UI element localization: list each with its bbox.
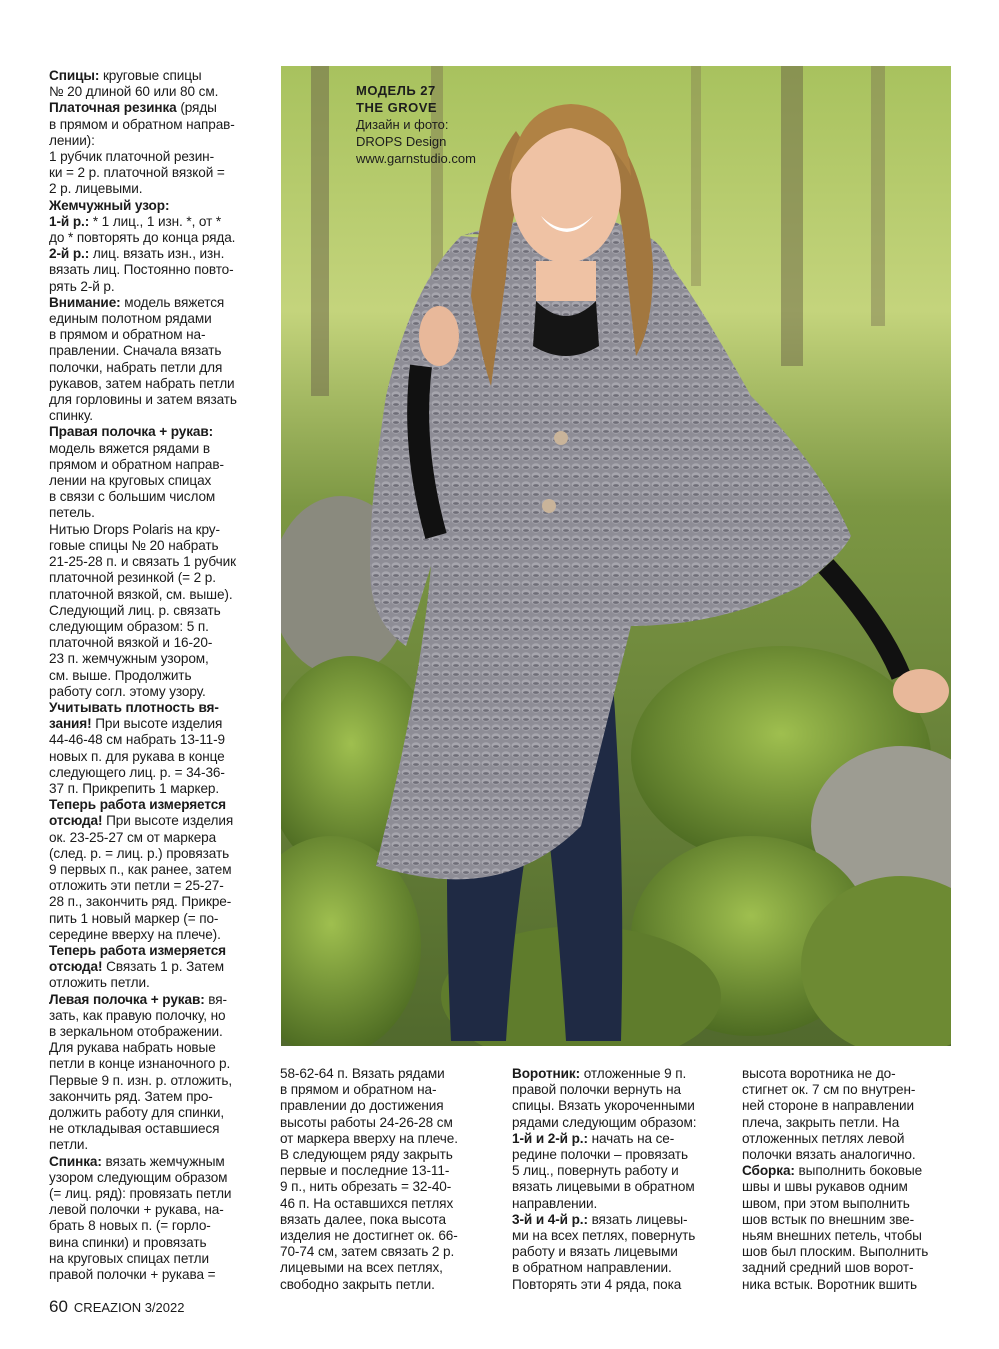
paragraph-text: лиц. вязать изн., изн. вязать лиц. Постоянно повто- рять 2-й р.	[49, 246, 234, 294]
paragraph-text: (ряды в прямом и обратном направ- лении): 1 рубчик платочной резин- ки = 2 р. платочной вязкой = 2 р. лицевыми.	[49, 100, 235, 197]
instructions-bottom-column-1	[280, 1066, 492, 1293]
page-footer	[49, 1297, 184, 1317]
heading-term: Теперь работа измеряется отсюда!	[49, 797, 227, 829]
paragraph-text: вя- зать, как правую полочку, но в зеркальном отображении. Для рукава набрать новые петли в конце изнаночного р. Первые 9 п. изн. р. отложить, закончить ряд. Затем про- должить работу для спинки, не откладывая оставшиеся петли.	[49, 991, 233, 1153]
heading-term: Внимание:	[49, 294, 121, 310]
heading-term: Воротник:	[512, 1066, 581, 1081]
heading-term: Жемчужный узор:	[49, 197, 170, 213]
photo-caption	[356, 82, 476, 167]
heading-term: 1-й и 2-й р.:	[512, 1130, 588, 1146]
paragraph-text: вязать жемчужным узором следующим образом (= лиц. ряд): провязать петли левой полочки + рукава, на- брать 8 новых п. (= горло- вина спинки) и провязать на круговых спицах петли правой полочки + рукава =	[49, 1153, 232, 1283]
paragraph-text: модель вяжется единым полотном рядами в прямом и обратном на- правлении. Сначала вязать полочки, набрать петли для рукавов, затем набрать петли для горловины и затем вязать спинку.	[49, 294, 237, 424]
paragraph-text: отложенные 9 п. правой полочки вернуть на спицы. Вязать укороченными рядами следующим образом:	[512, 1066, 697, 1130]
heading-term: Правая полочка + рукав:	[49, 424, 214, 440]
heading-term: Спинка:	[49, 1153, 102, 1169]
paragraph-text: вязать лицевы- ми на всех петлях, повернуть работу и вязать лицевыми в обратном направлении. Повторять эти 4 ряда, пока	[512, 1211, 696, 1292]
heading-term: Теперь работа измеряется отсюда!	[49, 942, 227, 975]
design-credit: Дизайн и фото: DROPS Design www.garnstudio.com	[356, 117, 476, 166]
paragraph-text: 58-62-64 п. Вязать рядами в прямом и обратном на- правлении до достижения высоты работы 24-26-28 см от маркера вверху на плече. В следующем ряду закрыть первые и последние 13-11- 9 п., нить обрезать = 32-40- 46 п. На оставшихся петлях вязать далее, пока высота изделия не достигнет ок. 66- 70-74 см, затем связать 2 р. лицевыми на всех петлях, свободно закрыть петли.	[280, 1066, 458, 1292]
model-number: МОДЕЛЬ 27	[356, 83, 436, 98]
model-photo	[281, 66, 951, 1046]
heading-term: 3-й и 4-й р.:	[512, 1211, 588, 1227]
paragraph-text: круговые спицы № 20 длиной 60 или 80 см.	[49, 68, 219, 100]
heading-term: Спицы:	[49, 68, 100, 83]
heading-term: Левая полочка + рукав:	[49, 991, 205, 1007]
paragraph-text: модель вяжется рядами в прямом и обратном направ- лении на круговых спицах в связи с большим числом петель. Нитью Drops Polaris на кру- говые спицы № 20 набрать 21-25-28 п. и связать 1 рубчик платочной резинкой (= 2 р. платочной вязкой, см. выше). Следующий лиц. р. связать следующим образом: 5 п. платочной вязкой и 16-20- 23 п. жемчужным узором, см. выше. Продолжить работу согл. этому узору.	[49, 440, 236, 699]
model-photo-illustration	[281, 66, 951, 1046]
paragraph-text: При высоте изделия 44-46-48 см набрать 13-11-9 новых п. для рукава в конце следующего лиц. р. = 34-36- 37 п. Прикрепить 1 маркер.	[49, 716, 226, 796]
page-number: 60	[49, 1297, 68, 1316]
model-name: THE GROVE	[356, 100, 438, 115]
magazine-issue: CREAZION 3/2022	[73, 1300, 185, 1315]
paragraph-text: высота воротника не до- стигнет ок. 7 см по внутрен- ней стороне в направлении плеча, закрыть петли. На отложенных петлях левой полочки вязать аналогично.	[742, 1066, 916, 1163]
paragraph-text: Связать 1 р. Затем отложить петли.	[49, 959, 225, 991]
heading-term: Сборка:	[742, 1163, 795, 1179]
instructions-bottom-column-3	[742, 1066, 954, 1293]
paragraph-text: выполнить боковые швы и швы рукавов одним швом, при этом выполнить шов встык по внешним зве- ньям внешних петель, чтобы шов был плоским. Выполнить задний средний шов ворот- ника встык. Воротник вшить	[742, 1163, 929, 1292]
heading-term: Учитывать плотность вя- зания!	[49, 699, 219, 732]
heading-term: Платочная резинка	[49, 100, 177, 116]
heading-term: 1-й р.:	[49, 213, 90, 229]
paragraph-text: * 1 лиц., 1 изн. *, от * до * повторять до конца ряда.	[49, 213, 236, 246]
instructions-bottom-column-2	[512, 1066, 724, 1293]
paragraph-text: начать на се- редине полочки – провязать 5 лиц., повернуть работу и вязать лицевыми в обратном направлении.	[512, 1130, 695, 1211]
heading-term: 2-й р.:	[49, 246, 90, 262]
paragraph-text: При высоте изделия ок. 23-25-27 см от маркера (след. р. = лиц. р.) провязать 9 первых п., как ранее, затем отложить эти петли = 25-27- 28 п., закончить ряд. Прикре- пить 1 новый маркер (= по- середине вверху на плече).	[49, 813, 234, 942]
instructions-left-column	[49, 68, 261, 1283]
